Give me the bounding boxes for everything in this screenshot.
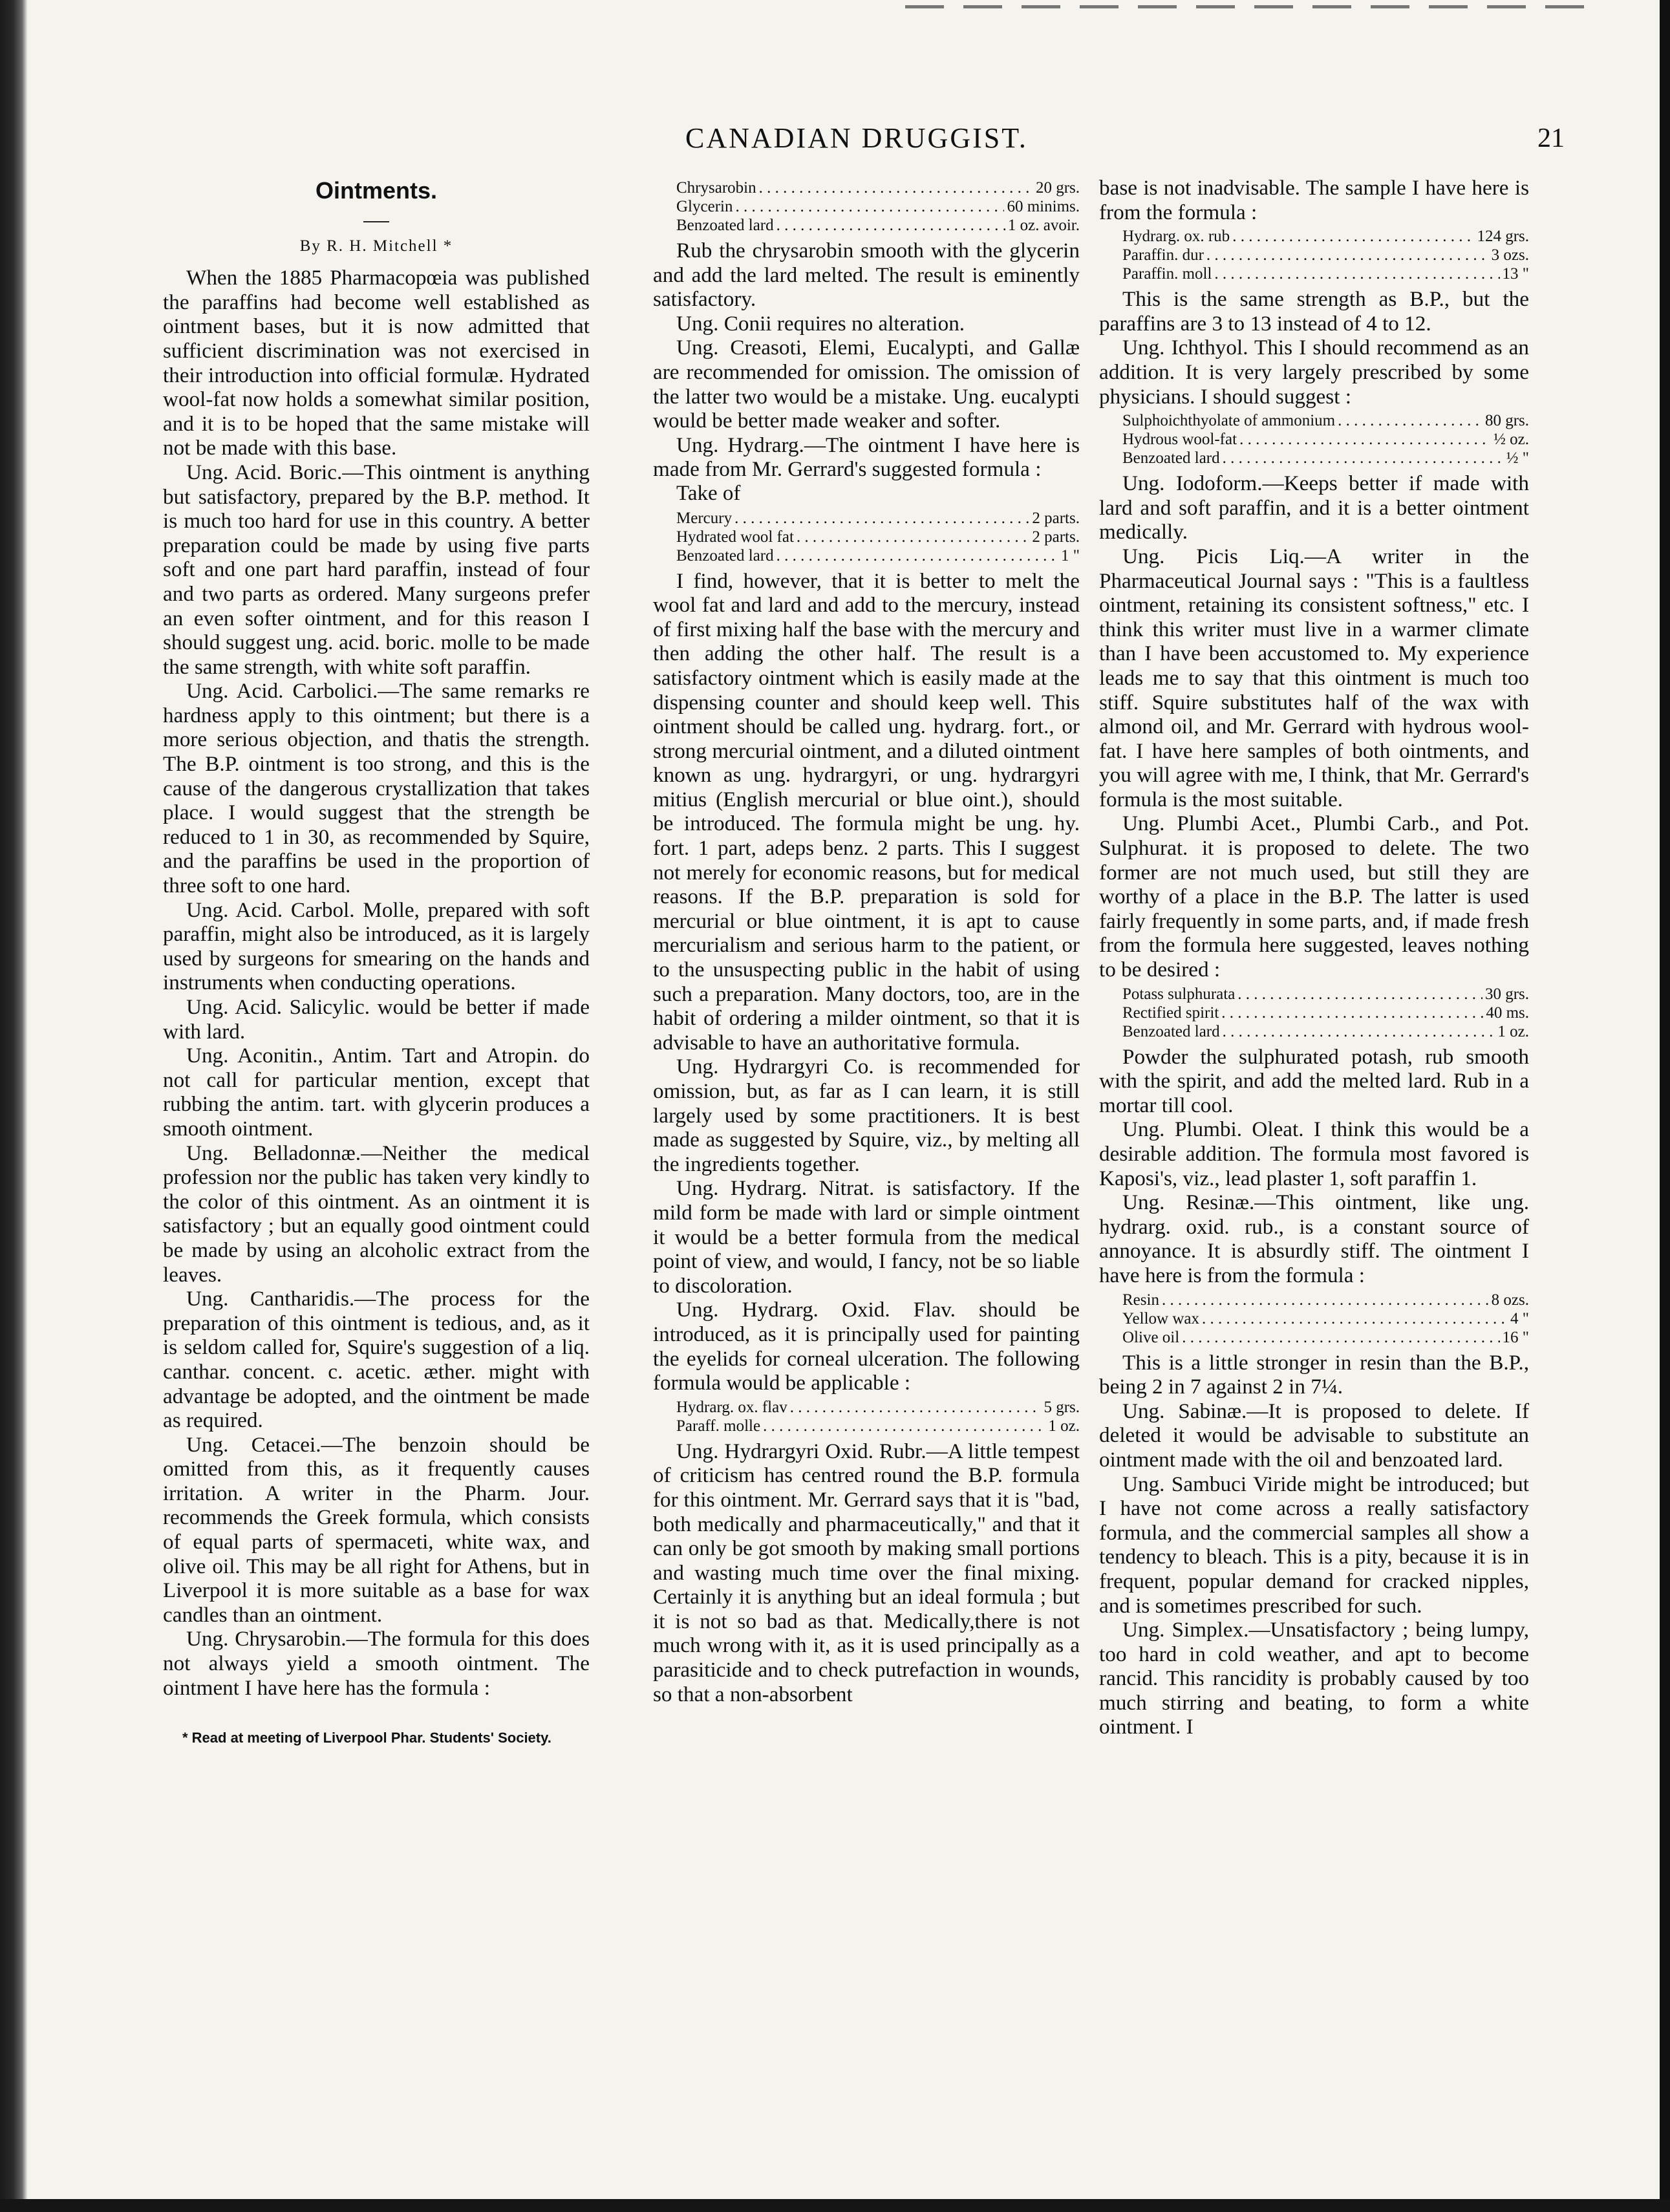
paragraph: Ung. Belladonnæ.—Neither the medical profession nor the public has taken very kindly to the color of this ointment. As an ointment it is satisfactory ; but an equally good ointment could be made by using an alcoholic extract from the leaves. [163, 1141, 590, 1287]
formula-row: Paraff. molle . . . 1 oz. [676, 1417, 1080, 1435]
running-title: CANADIAN DRUGGIST. [685, 122, 1028, 154]
paragraph: Ung. Hydrarg. Nitrat. is satisfactory. If the mild form be made with lard or simple ointment it would be a better formula from the medical point of view, and would, I fancy, not be so liable to discoloration. [653, 1176, 1080, 1298]
paragraph: Ung. Chrysarobin.—The formula for this does not always yield a smooth ointment. The ointment I have here has the formula : [163, 1627, 590, 1700]
paragraph: Ung. Resinæ.—This ointment, like ung. hydrarg. oxid. rub., is a constant source of annoyance. It is absurdly stiff. The ointment I have here is from the formula : [1099, 1190, 1529, 1287]
paragraph: This is the same strength as B.P., but the paraffins are 3 to 13 instead of 4 to 12. [1099, 287, 1529, 336]
formula-row: Hydrarg. ox. flav . . . 5 grs. [676, 1398, 1080, 1417]
formula-row: Hydrated wool fat . . . 2 parts. [676, 528, 1080, 546]
paragraph: Ung. Ichthyol. This I should recommend as an addition. It is very largely prescribed by some physicians. I should suggest : [1099, 336, 1529, 409]
formula-row: Resin . . . 8 ozs. [1122, 1291, 1529, 1309]
paragraph: Rub the chrysarobin smooth with the glycerin and add the lard melted. The result is eminently satisfactory. [653, 239, 1080, 312]
title-rule [363, 221, 389, 222]
formula-hydrarg [676, 509, 1080, 565]
formula-row: Hydrarg. ox. rub . . . 124 grs. [1122, 227, 1529, 246]
formula-row: Benzoated lard . . . ½ " [1122, 449, 1529, 467]
paragraph: Powder the sulphurated potash, rub smooth with the spirit, and add the melted lard. Rub in a mortar till cool. [1099, 1044, 1529, 1117]
paragraph: Ung. Acid. Salicylic. would be better if made with lard. [163, 995, 590, 1044]
formula-row: Potass sulphurata . . . 30 grs. [1122, 985, 1529, 1004]
paragraph: Ung. Hydrarg.—The ointment I have here is made from Mr. Gerrard's suggested formula : [653, 433, 1080, 482]
scan-left-edge [0, 0, 27, 2212]
paragraph: Ung. Picis Liq.—A writer in the Pharmaceutical Journal says : "This is a faultless ointment, retaining its consistent softness," etc. I think this writer must live in a warmer climate than I have been accustomed to. My experience leads me to say that this ointment is much too stiff. Squire substitutes half of the wax with almond oil, and Mr. Gerrard with hydrous wool-fat. I have here samples of both ointments, and you will agree with me, I think, that Mr. Gerrard's formula is the most suitable. [1099, 544, 1529, 811]
paragraph: Ung. Conii requires no alteration. [676, 311, 965, 336]
paragraph: base is not inadvisable. The sample I have here is from the formula : [1099, 176, 1529, 224]
formula-ichthyol [1122, 411, 1529, 467]
paragraph: This is a little stronger in resin than the B.P., being 2 in 7 against 2 in 7¼. [1099, 1350, 1529, 1399]
column-3 [1099, 176, 1529, 1739]
formula-row: Mercury . . . 2 parts. [676, 509, 1080, 528]
formula-row: Sulphoichthyolate of ammonium . . . 80 grs. [1122, 411, 1529, 430]
paragraph: Ung. Hydrargyri Oxid. Rubr.—A little tempest of criticism has centred round the B.P. formula for this ointment. Mr. Gerrard says that it is "bad, both medically and pharmaceutically," and that it can only be got smooth by making small portions and wasting much time over the final mixing. Certainly it is anything but an ideal formula ; but it is not so bad as that. Medically,there is not much wrong with it, as it is used principally as a parasiticide and to check putrefaction in wounds, so that a non-absorbent [653, 1439, 1080, 1706]
paragraph: Ung. Acid. Boric.—This ointment is anything but satisfactory, prepared by the B.P. method. It is much too hard for use in this country. A better preparation could be made by using five parts soft and one part hard paraffin, instead of four and two parts as ordered. Many surgeons prefer an even softer ointment, and for this reason I should suggest ung. acid. boric. molle to be made the same strength, with white soft paraffin. [163, 460, 590, 679]
paragraph: Ung. Hydrargyri Co. is recommended for omission, but, as far as I can learn, it is still largely used by some practitioners. It is best made as suggested by Squire, viz., by melting all the ingredients together. [653, 1055, 1080, 1176]
formula-row: Olive oil . . . 16 " [1122, 1328, 1529, 1347]
formula-oxid-rub [1122, 227, 1529, 283]
paragraph: Ung. Creasoti, Elemi, Eucalypti, and Gallæ are recommended for omission. The omission of the latter two would be a mistake. Ung. eucalypti would be better made weaker and softer. [653, 336, 1080, 433]
paragraph: Ung. Sambuci Viride might be introduced; but I have not come across a really satisfactory formula, and the commercial samples all show a tendency to bleach. This is a pity, because it is in frequent, popular demand for cracked nipples, and is sometimes prescribed for such. [1099, 1472, 1529, 1618]
paragraph: Ung. Simplex.—Unsatisfactory ; being lumpy, too hard in cold weather, and apt to become rancid. This rancidity is probably caused by too much stirring and beating, to form a white ointment. I [1099, 1618, 1529, 1739]
formula-chrysarobin [676, 178, 1080, 235]
page-header [149, 122, 1565, 167]
scan-bottom-edge [0, 2199, 1670, 2212]
paragraph: Ung. Plumbi Acet., Plumbi Carb., and Pot. Sulphurat. it is proposed to delete. The two former are not much used, but still they are worthy of a place in the B.P. The latter is used fairly frequently in some parts, and, if made fresh from the formula here suggested, leaves nothing to be desired : [1099, 811, 1529, 982]
paragraph: Ung. Sabinæ.—It is proposed to delete. If deleted it would be advisable to substitute an ointment made with the oil and benzoated lard. [1099, 1399, 1529, 1472]
paragraph: When the 1885 Pharmacopœia was published the paraffins had become well established as ointment bases, but it is now admitted that sufficient discrimination was not exercised in their introduction into official formulæ. Hydrated wool-fat now holds a somewhat similar position, and it is to be hoped that the same mistake will not be made with this base. [163, 266, 590, 460]
formula-row: Hydrous wool-fat . . . ½ oz. [1122, 430, 1529, 449]
formula-row: Glycerin . . . 60 minims. [676, 197, 1080, 216]
column-2 [653, 176, 1080, 1706]
formula-row: Paraffin. dur . . . 3 ozs. [1122, 246, 1529, 264]
formula-row: Yellow wax . . . 4 " [1122, 1309, 1529, 1328]
formula-oxid-flav [676, 1398, 1080, 1435]
paragraph: Ung. Acid. Carbolici.—The same remarks re hardness apply to this ointment; but there is a more serious objection, and thatis the strength. The B.P. ointment is too strong, and this is the cause of the dangerous crystallization that takes place. I would suggest that the strength be reduced to 1 in 30, as recommended by Squire, and the paraffins be used in the proportion of three soft to one hard. [163, 679, 590, 898]
paragraph: Ung. Acid. Carbol. Molle, prepared with soft paraffin, might also be introduced, as it is largely used by surgeons for smearing on the hands and instruments when conducting operations. [163, 897, 590, 995]
paragraph: I find, however, that it is better to melt the wool fat and lard and add to the mercury, instead of first mixing half the base with the mercury and then adding the other half. The result is a satisfactory ointment which is easily made at the dispensing counter and should keep well. This ointment should be called ung. hydrarg. fort., or strong mercurial ointment, and a diluted ointment known as ung. hydrargyri, or ung. hydrargyri mitius (English mercurial or blue oint.), should be introduced. The formula might be ung. hy. fort. 1 part, adeps benz. 2 parts. This I suggest not merely for economic reasons, but for medical reasons. If the B.P. preparation is sold for mercurial or blue ointment, it is apt to cause mercurialism and serious harm to the patient, or to the unsuspecting public in the habit of using such a preparation. Many doctors, too, are in the habit of ordering a milder ointment, so that it is advisable to have an authoritative formula. [653, 568, 1080, 1055]
formula-row: Benzoated lard . . . 1 " [676, 546, 1080, 565]
paragraph: Ung. Cantharidis.—The process for the preparation of this ointment is tedious, and, as it is seldom called for, Squire's suggestion of a liq. canthar. concent. c. acetic. æther. might with advantage be adopted, and the ointment be made as required. [163, 1287, 590, 1433]
page-number: 21 [1537, 123, 1565, 153]
paragraph: Ung. Cetacei.—The benzoin should be omitted from this, as it frequently causes irritation. A writer in the Pharm. Jour. recommends the Greek formula, which consists of equal parts of spermaceti, white wax, and olive oil. This may be all right for Athens, but in Liverpool it is more suitable as a base for wax candles than an ointment. [163, 1432, 590, 1627]
formula-row: Benzoated lard . . . 1 oz. avoir. [676, 216, 1080, 235]
formula-row: Paraffin. moll . . . 13 " [1122, 264, 1529, 283]
formula-row: Benzoated lard . . . 1 oz. [1122, 1022, 1529, 1041]
byline: By R. H. Mitchell * [299, 237, 453, 255]
article-title: Ointments. [315, 177, 437, 204]
footnote: * Read at meeting of Liverpool Phar. Students' Society. [182, 1730, 551, 1746]
formula-row: Rectified spirit . . . 40 ms. [1122, 1004, 1529, 1022]
paragraph: Ung. Hydrarg. Oxid. Flav. should be introduced, as it is principally used for painting the eyelids for corneal ulceration. The following formula would be applicable : [653, 1298, 1080, 1395]
paragraph: Ung. Iodoform.—Keeps better if made with lard and soft paraffin, and it is a better ointment medically. [1099, 471, 1529, 544]
column-1 [163, 176, 590, 1750]
formula-heading: Take of [676, 481, 741, 505]
scan-top-edge [905, 5, 1590, 8]
paragraph: Ung. Plumbi. Oleat. I think this would be a desirable addition. The formula most favored is Kaposi's, viz., lead plaster 1, soft paraffin 1. [1099, 1117, 1529, 1190]
formula-resin [1122, 1291, 1529, 1347]
formula-pot-sulphurat [1122, 985, 1529, 1041]
scan-right-edge [1660, 0, 1670, 2212]
paragraph: Ung. Aconitin., Antim. Tart and Atropin. do not call for particular mention, except that rubbing the antim. tart. with glycerin produces a smooth ointment. [163, 1044, 590, 1141]
formula-row: Chrysarobin . . . 20 grs. [676, 178, 1080, 197]
